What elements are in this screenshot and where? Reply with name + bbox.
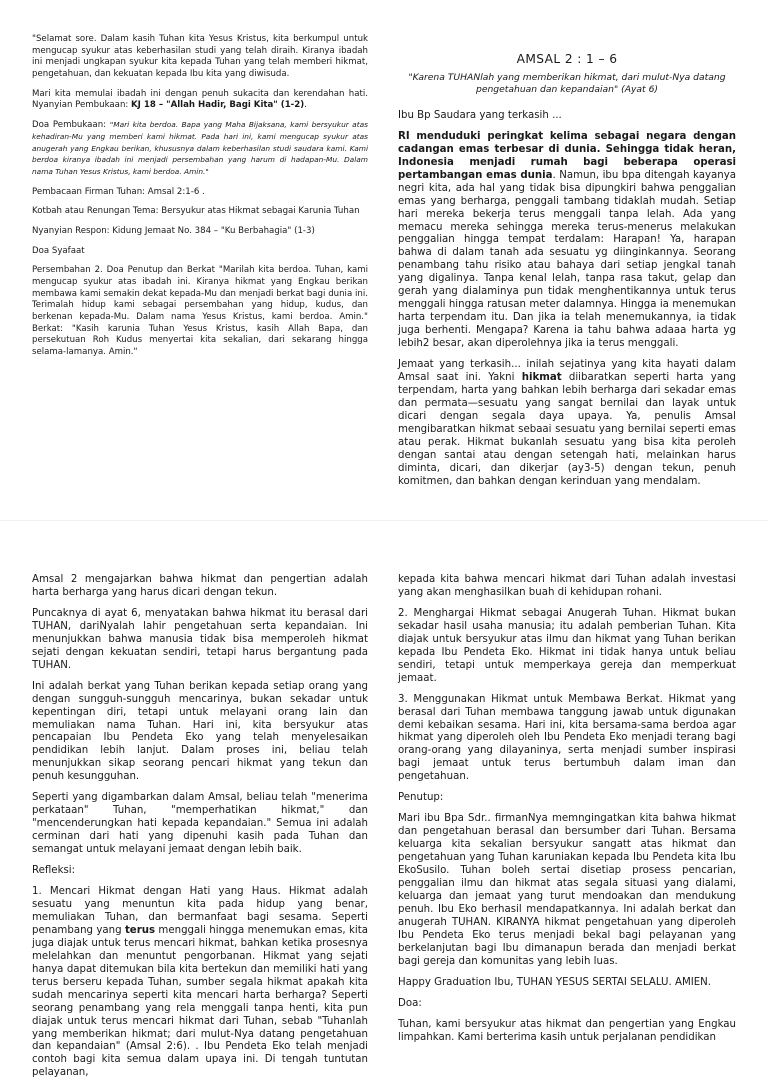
closing-paragraph: Mari ibu Bpa Sdr.. firmanNya memngingatkan kita bahwa hikmat dan pengetahuan berasal dan bersumber dari Tuhan. Bersama keluarga kita sekalian bersyukur sangatt atas hikmat dan pengetahuan yang Tuhan karuniakan kepada Ibu Pendeta kita Ibu EkoSusilo. Tuhan boleh sertai disetiap prosess pencarian, penggalian ilmu dan hikmat atas segala situasi yang dialami, keluarga dan jemaat yang turut mendoakan dan mendukung penuh. Ibu Eko berhasil mendapatkannya. Ini adalah berkat dan anugerah TUHAN. KIRANYA hikmat pengetahuan yang diperoleh Ibu Pendeta Eko terus menjadi bekal bagi pelayanan yang berkelanjutan bagi Ibu dimanapun berada dan menjadi berkat bagi gereja dan komunitas yang lebih luas.: [398, 813, 736, 967]
sermon-greeting: Ibu Bp Saudara yang terkasih ...: [398, 109, 562, 121]
body-paragraph: Amsal 2 mengajarkan bahwa hikmat dan pengertian adalah harta berharga yang harus dicari dengan tekun.: [32, 574, 368, 598]
prayer-heading: Doa:: [398, 997, 422, 1009]
liturgy-column: [32, 34, 368, 367]
opening-greeting: "Selamat sore. Dalam kasih Tuhan kita Yesus Kristus, kita berkumpul untuk mengucap syukur atas keberhasilan studi yang telah diraih. Kiranya ibadah ini menjadi ungkapan syukur kita kepada Tuhan yang telah memberi hikmat, pengetahuan, dan kekuatan kepada Ibu kita yang diwisuda.: [32, 34, 368, 80]
sermon-subtitle: "Karena TUHANlah yang memberikan hikmat, dari mulut-Nya datang pengetahuan dan kepandaian" (Ayat 6): [408, 72, 726, 95]
body-paragraph: kepada kita bahwa mencari hikmat dari Tuhan adalah investasi yang akan menghasilkan buah di kehidupan rohani.: [398, 574, 736, 598]
reflection-heading: Refleksi:: [32, 865, 76, 877]
opening-prayer-text: "Mari kita berdoa. Bapa yang Maha Bijaksana, kami bersyukur atas kehadiran-Mu yang memberi kami hikmat. Pada hari ini, kami mengucap syukur atas anugerah yang Engkau berikan, khususnya dalam keberhasilan studi saudara kami. Kami berdoa kiranya ibadah ini menjadi persembahan yang harum di hadapan-Mu. Dalam nama Tuhan Yesus Kristus, kami berdoa. Amin.": [32, 120, 368, 176]
reflection-point-one: 1. Mencari Hikmat dengan Hati yang Haus. Hikmat adalah sesuatu yang menuntun kita pada hidup yang benar, memuliakan Tuhan, dan bermanfaat bagi sesama. Seperti penambang yang terus menggali hingga menemukan emas, kita juga diajak untuk terus mencari hikmat, bahkan ketika prosesnya melelahkan dan menuntut pengorbanan. Hikmat yang sejati hanya dapat ditemukan bila kita bertekun dan memiliki hati yang terus berseru kepada Tuhan, sumber segala hikmat apakah kita sudah mencarinya seperti kita mencari harta berharga? Seperti seorang penambang yang rela menggali tanpa henti, kita pun diajak untuk terus mencari hikmat dari Tuhan, sebab "Tuhanlah yang memberikan hikmat; dari mulut-Nya datang pengetahuan dan kepandaian" (Amsal 2:6). . Ibu Pendeta Eko telah menjadi contoh bagi kita semua dalam upaya ini. Di tengah tuntutan pelayanan,: [32, 886, 368, 1079]
sermon-paragraph-gold: RI menduduki peringkat kelima sebagai negara dengan cadangan emas terbesar di dunia. Sehingga tidak heran, Indonesia menjadi rumah bagi beberapa operasi pertambangan emas dunia. Namun, ibu bpa ditengah kayanya negri kita, ada hal yang tidak bisa dipungkiri bahwa penggalian emas yang berharga, penggali tambang tidaklah mudah. Setiap hari mereka bekerja terus menggali tanpa lelah. Ada yang memacu mereka sehingga mereka terus-menerus melakukan penggalian hingga tempat terdalam: Harapan! Ya, harapan bahwa di dalam tanah ada sesuatu yg diinginkannya. Seorang penambang tahu risiko atau bahaya dari setiap jengkal tanah yang digalinya. Tanpa kenal lelah, tanpa rasa takut, gelap dan gerah yang dialaminya pun tidak menghentikannya untuk terus menggali hingga ratusan meter dalamnya. Hingga ia menemukan harta terpendam itu. Dan jika ia telah menemukannya, ia tidak juga berhenti. Mengapa? Karena ia tahu bahwa adaaa harta yg lebih2 besar, akan diperolehnya jika ia terus menggali.: [398, 130, 736, 350]
reflection-point-two: 2. Menghargai Hikmat sebagai Anugerah Tuhan. Hikmat bukan sekadar hasil usaha manusia; itu adalah pemberian Tuhan. Kita diajak untuk bersyukur atas ilmu dan hikmat yang Tuhan berikan kepada Ibu Pendeta Eko. Hikmat ini tidak hanya untuk beliau sendiri, tetapi untuk memperkaya gereja dan memperkuat jemaat.: [398, 607, 736, 684]
body-paragraph: Seperti yang digambarkan dalam Amsal, beliau telah "menerima perkataan" Tuhan, "memperhatikan hikmat," dan "mencenderungkan hati kepada kepandaian." Semua ini adalah cerminan dari hati yang dipenuhi kasih pada Tuhan dan semangat untuk melayani jemaat dengan lebih baik.: [32, 792, 368, 856]
closing-prayer-text: Tuhan, kami bersyukur atas hikmat dan pengertian yang Engkau limpahkan. Kami berterima kasih untuk perjalanan pendidikan: [398, 1018, 736, 1043]
reflection-point-three: 3. Menggunakan Hikmat untuk Membawa Berkat. Hikmat yang berasal dari Tuhan membawa tanggung jawab untuk digunakan demi kebaikan sesama. Hari ini, kita bersama-sama berdoa agar hikmat yang diperoleh oleh Ibu Pendeta Eko menjadi terang bagi orang-orang yang dilayaninya, serta menjadi sumber inspirasi bagi jemaat untuk terus bertumbuh dalam iman dan pengetahuan.: [398, 693, 736, 783]
closing-prayer-blessing: Persembahan 2. Doa Penutup dan Berkat "Marilah kita berdoa. Tuhan, kami mengucap syukur atas ibadah ini. Kiranya hikmat yang Engkau berikan membawa kami semakin dekat kepada-Mu dan menjadi berkat bagi dunia ini. Terimalah hidup kami sebagai persembahan yang hidup, kudus, dan berkenan kepada-Mu. Dalam nama Yesus Kristus, kami berdoa. Amin." Berkat: "Kasih karunia Tuhan Yesus Kristus, kasih Allah Bapa, dan persekutuan Roh Kudus menyertai kita sekalian, dari sekarang hingga selama-lamanya. Amin.": [32, 265, 368, 358]
page-two: [0, 566, 768, 1079]
opening-hymn-title: KJ 18 – "Allah Hadir, Bagi Kita" (1-2): [131, 100, 305, 111]
intercessory-prayer: Doa Syafaat: [32, 245, 85, 256]
opening-prayer-paragraph: Doa Pembukaan: "Mari kita berdoa. Bapa yang Maha Bijaksana, kami bersyukur atas kehadiran-Mu yang memberi kami hikmat. Pada hari ini, kami mengucap syukur atas anugerah yang Engkau berikan, khususnya dalam keberhasilan studi saudara kami. Kami berdoa kiranya ibadah ini menjadi persembahan yang harum di hadapan-Mu. Dalam nama Tuhan Yesus Kristus, kami berdoa. Amin.": [32, 120, 368, 176]
sermon-column: [398, 32, 736, 497]
page-divider: [0, 520, 768, 521]
page-one: [0, 0, 768, 500]
reflection-column: [32, 574, 368, 1088]
graduation-wish: Happy Graduation Ibu, TUHAN YESUS SERTAI SELALU. AMIEN.: [398, 976, 712, 988]
closing-column: [398, 574, 736, 1053]
opening-hymn-paragraph: Mari kita memulai ibadah ini dengan penuh sukacita dan kerendahan hati. Nyanyian Pembukaan: KJ 18 – "Allah Hadir, Bagi Kita" (1-2).: [32, 88, 368, 111]
scripture-reading: Pembacaan Firman Tuhan: Amsal 2:1-6 .: [32, 186, 205, 197]
sermon-title: AMSAL 2 : 1 – 6: [516, 52, 618, 66]
response-hymn: Nyanyian Respon: Kidung Jemaat No. 384 – "Ku Berbahagia" (1-3): [32, 225, 315, 236]
sermon-paragraph-wisdom: Jemaat yang terkasih... inilah sejatinya yang kita hayati dalam Amsal saat ini. Yakni hikmat diibaratkan seperti harta yang terpendam, harta yang bahkan lebih berharga dari sekadar emas dan permata—sesuatu yang sangat bernilai dan layak untuk dicari dengan segala daya upaya. Ya, penulis Amsal mengibaratkan hikmat sebaai sesuatu yang bernilai seperti emas atau perak. Hikmat bukanlah sesuatu yang bisa kita peroleh dengan santai atau dengan setengah hati, melainkan harus diminta, dicari, dan dikerjar (ay3-5) dengan tekun, penuh komitmen, dan bahkan dengan kerinduan yang mendalam.: [398, 359, 737, 487]
body-paragraph: Puncaknya di ayat 6, menyatakan bahwa hikmat itu berasal dari TUHAN, dariNyalah lahir pengetahuan serta kepandaian. Ini menunjukkan bahwa manusia tidak bisa memperoleh hikmat sejati dengan kekuatan sendiri, tetapi harus bergantung pada TUHAN.: [32, 607, 368, 671]
closing-heading: Penutup:: [398, 792, 444, 804]
body-paragraph: Ini adalah berkat yang Tuhan berikan kepada setiap orang yang dengan sungguh-sungguh mencarinya, bukan sekadar untuk kepentingan diri, tetapi untuk melayani orang lain dan memuliakan nama Tuhan. Hari ini, kita bersyukur atas pencapaian Ibu Pendeta Eko yang telah menyelesaikan pendidikan lebih lanjut. Dalam proses ini, beliau telah menunjukkan sikap seorang pencari hikmat yang tekun dan penuh kesungguhan.: [32, 680, 368, 783]
sermon-theme: Kotbah atau Renungan Tema: Bersyukur atas Hikmat sebagai Karunia Tuhan: [32, 206, 360, 217]
